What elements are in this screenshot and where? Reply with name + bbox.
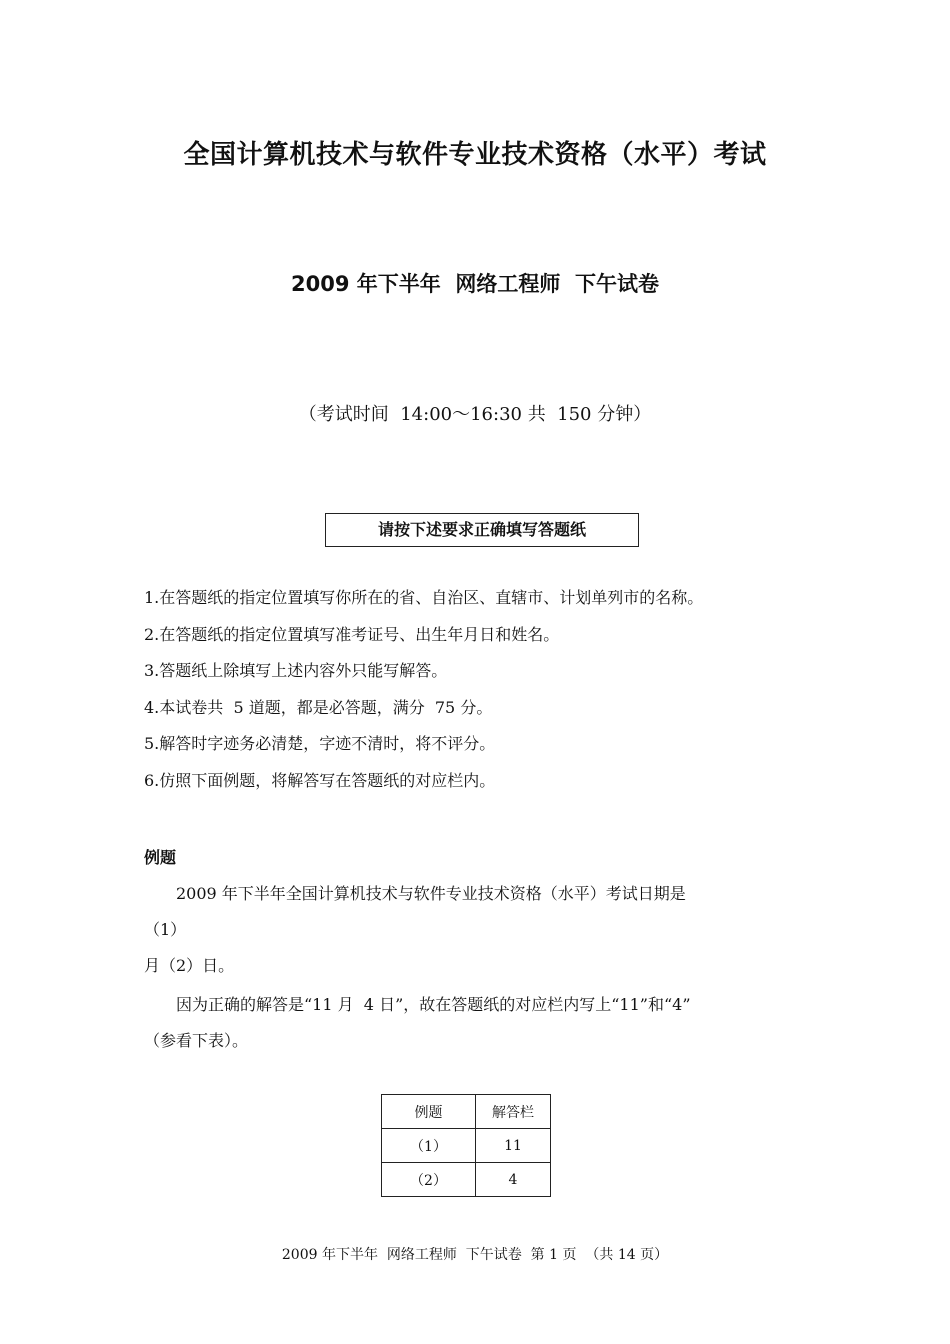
exam-time: （考试时间 14:00～16:30 共 150 分钟）	[298, 404, 652, 425]
table-cell: （2）	[382, 1163, 476, 1197]
table-header-cell: 例题	[382, 1095, 476, 1129]
table-row	[382, 1163, 551, 1197]
instruction-item: 6.仿照下面例题，将解答写在答题纸的对应栏内。	[144, 770, 496, 790]
table-cell: 11	[476, 1129, 551, 1163]
example-text-line: 2009 年下半年全国计算机技术与软件专业技术资格（水平）考试日期是	[176, 884, 686, 903]
instruction-item: 1.在答题纸的指定位置填写你所在的省、自治区、直辖市、计划单列市的名称。	[144, 588, 704, 607]
paper-subtitle: 2009 年下半年 网络工程师 下午试卷	[290, 272, 659, 296]
notice-box: 请按下述要求正确填写答题纸	[325, 513, 639, 547]
instruction-item: 2.在答题纸的指定位置填写准考证号、出生年月日和姓名。	[144, 624, 560, 644]
page-footer: 2009 年下半年 网络工程师 下午试卷 第 1 页 （共 14 页）	[281, 1247, 669, 1263]
example-text-line: 月（2）日。	[144, 956, 235, 975]
example-text-line: （1）	[144, 920, 187, 939]
table-cell: （1）	[382, 1129, 476, 1163]
table-cell: 4	[476, 1163, 551, 1197]
exam-title: 全国计算机技术与软件专业技术资格（水平）考试	[183, 140, 767, 170]
table-header-cell: 解答栏	[476, 1095, 551, 1129]
table-row	[382, 1129, 551, 1163]
example-text-line: 因为正确的解答是“11 月 4 日”，故在答题纸的对应栏内写上“11”和“4”	[176, 995, 691, 1014]
instruction-list	[144, 584, 824, 803]
example-text-line: （参看下表）。	[144, 1031, 249, 1050]
answer-table	[381, 1094, 551, 1197]
instruction-item: 3.答题纸上除填写上述内容外只能写解答。	[144, 661, 448, 680]
table-header-row	[382, 1095, 551, 1129]
instruction-item: 5.解答时字迹务必清楚，字迹不清时，将不评分。	[144, 734, 496, 753]
example-heading: 例题	[144, 848, 177, 867]
instruction-item: 4.本试卷共 5 道题，都是必答题，满分 75 分。	[144, 697, 493, 717]
